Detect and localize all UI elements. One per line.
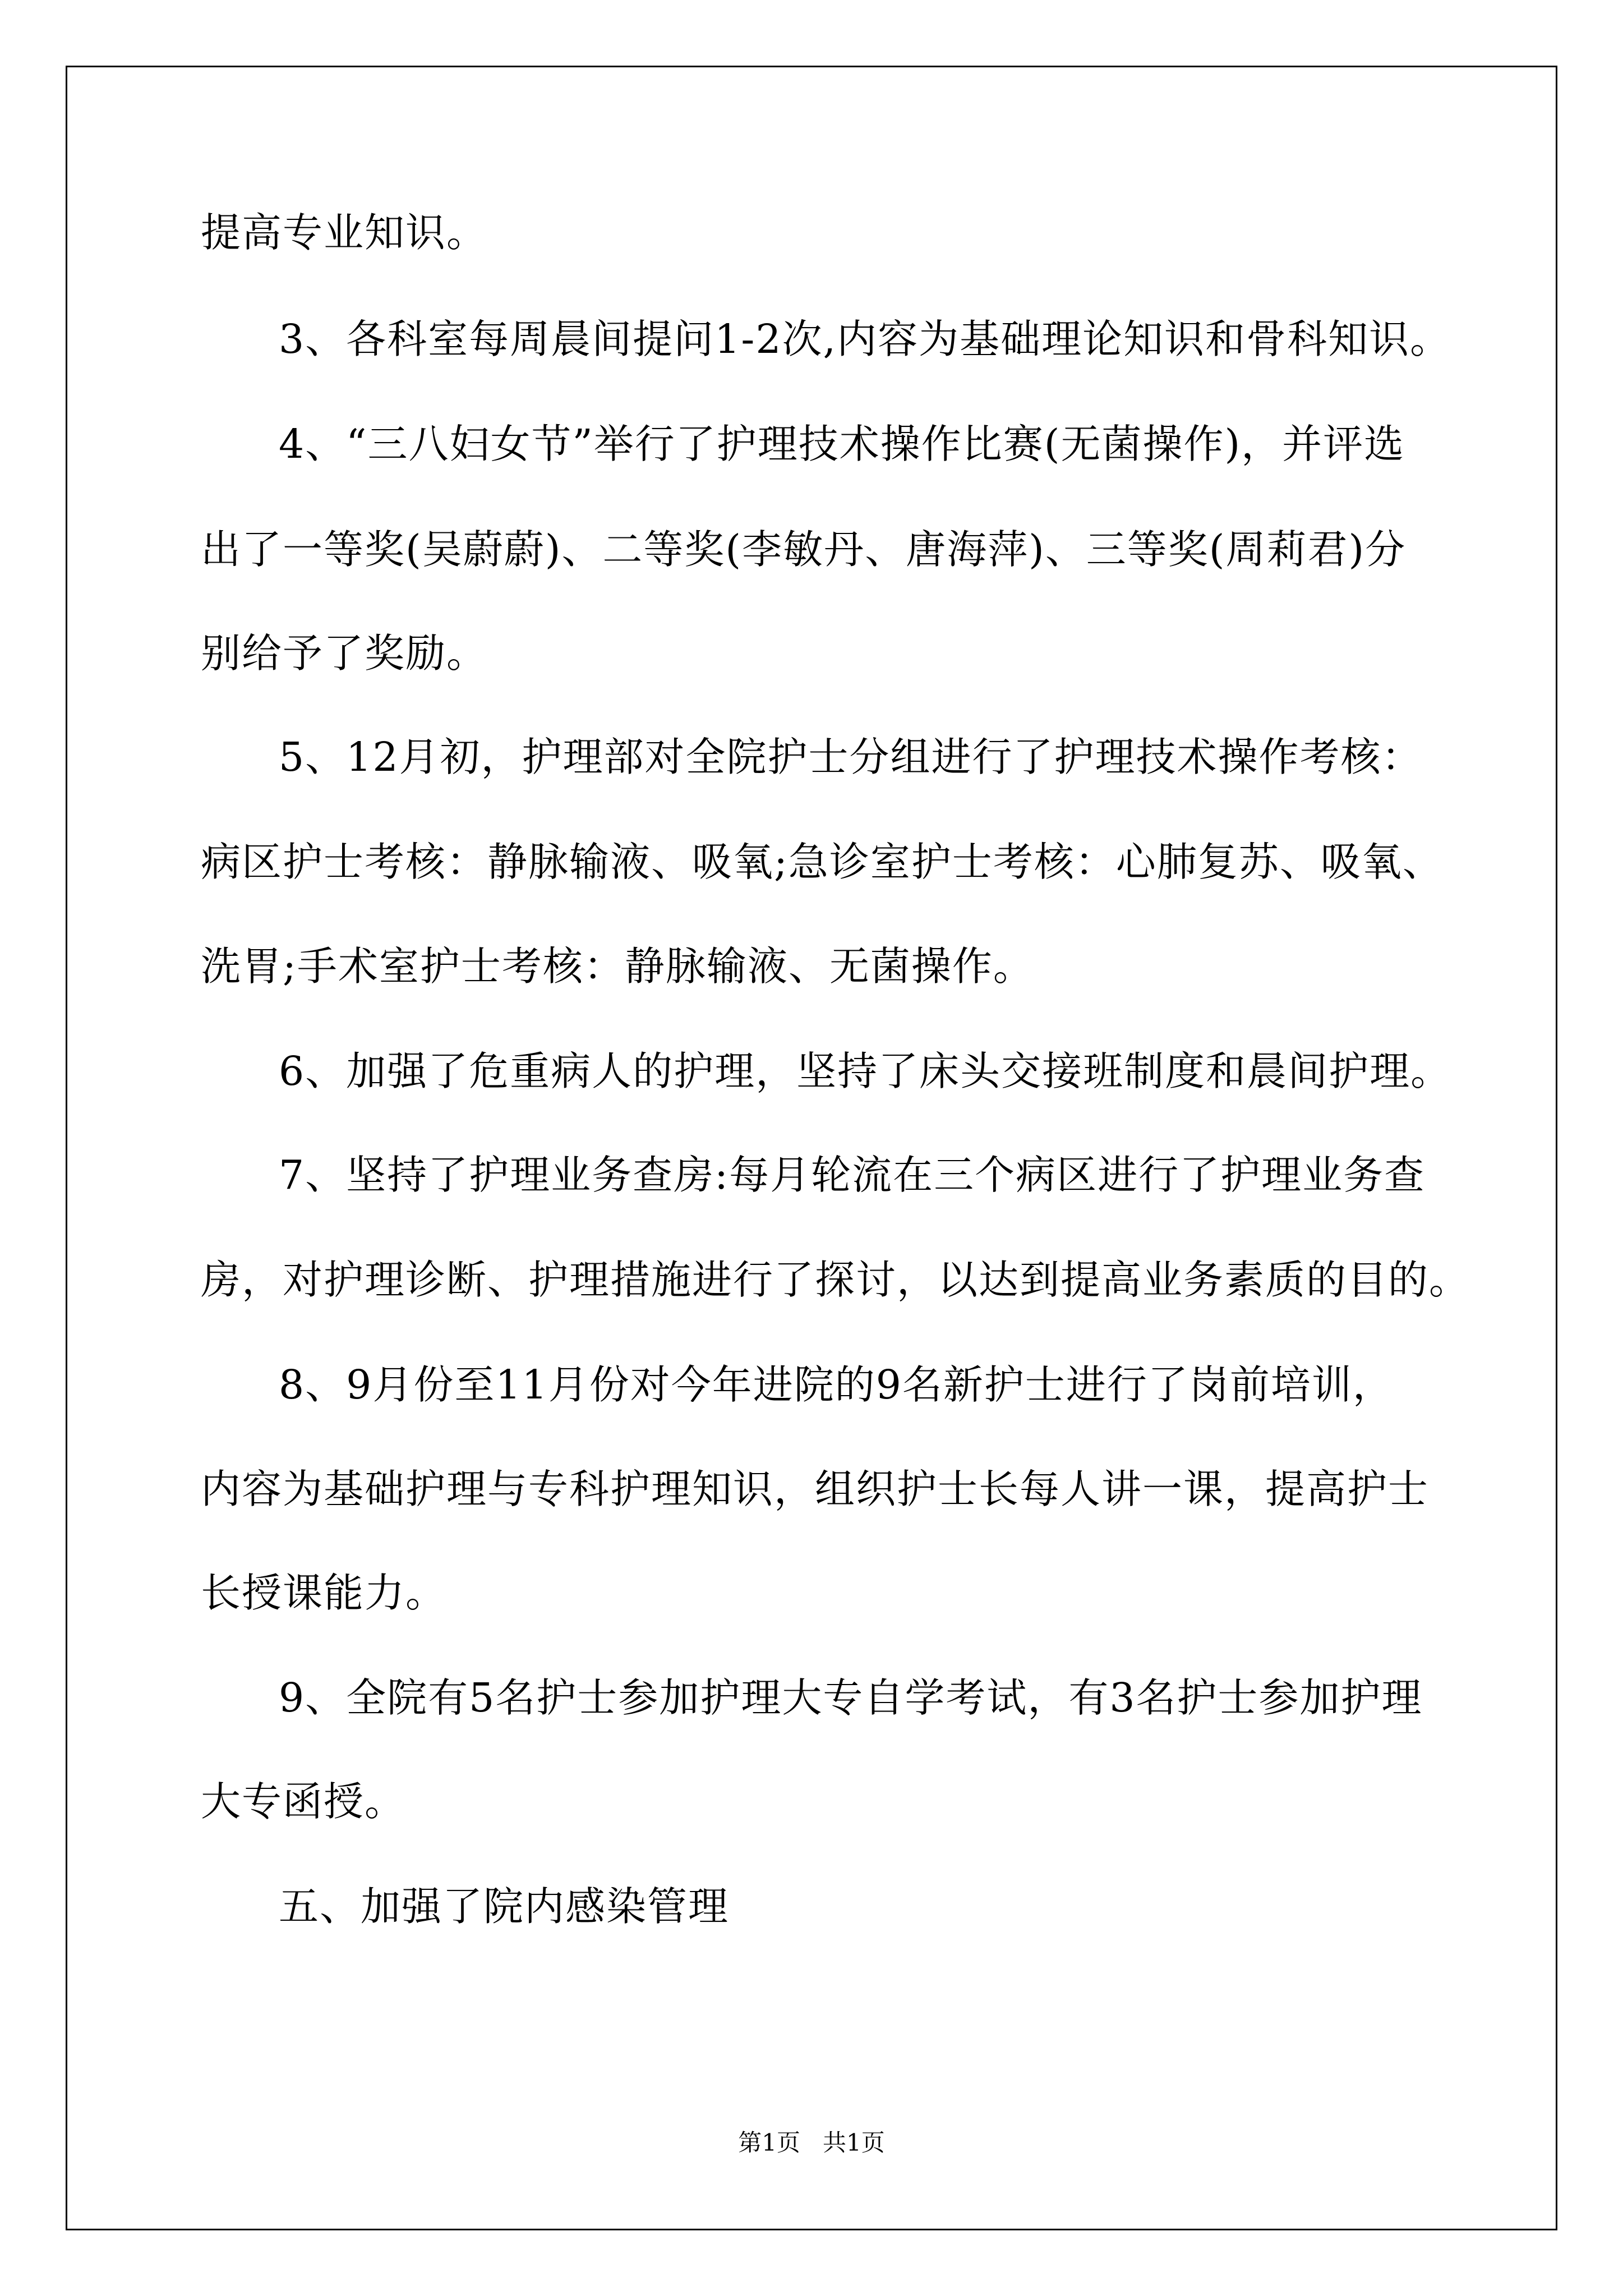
- paragraph-line: 提高专业知识。: [201, 209, 488, 256]
- paragraph-line: 出了一等奖(吴蔚蔚)、二等奖(李敏丹、唐海萍)、三等奖(周莉君)分: [201, 526, 1407, 573]
- paragraph-line: 4、“三八妇女节”举行了护理技术操作比赛(无菌操作)，并评选: [279, 421, 1405, 467]
- paragraph-line: 别给予了奖励。: [201, 630, 488, 677]
- paragraph-line: 6、加强了危重病人的护理，坚持了床头交接班制度和晨间护理。: [279, 1048, 1452, 1094]
- paragraph-line: 3、各科室每周晨间提问1-2次,内容为基础理论知识和骨科知识。: [279, 316, 1451, 362]
- paragraph-line: 长授课能力。: [201, 1570, 447, 1616]
- paragraph-line: 9、全院有5名护士参加护理大专自学考试，有3名护士参加护理: [279, 1674, 1423, 1721]
- section-heading: 五、加强了院内感染管理: [279, 1883, 730, 1930]
- paragraph-line: 病区护士考核：静脉输液、吸氧;急诊室护士考核：心肺复苏、吸氧、: [201, 839, 1444, 885]
- paragraph-line: 大专函授。: [201, 1778, 406, 1825]
- paragraph-line: 7、坚持了护理业务查房:每月轮流在三个病区进行了护理业务查: [279, 1152, 1426, 1198]
- page-footer: 第1页 共1页: [738, 2129, 885, 2156]
- paragraph-line: 内容为基础护理与专科护理知识，组织护士长每人讲一课，提高护士: [201, 1466, 1430, 1512]
- paragraph-line: 8、9月份至11月份对今年进院的9名新护士进行了岗前培训，: [279, 1361, 1394, 1408]
- paragraph-line: 5、12月初，护理部对全院护士分组进行了护理技术操作考核：: [279, 734, 1423, 780]
- paragraph-line: 房，对护理诊断、护理措施进行了探讨，以达到提高业务素质的目的。: [201, 1257, 1470, 1303]
- paragraph-line: 洗胃;手术室护士考核：静脉输液、无菌操作。: [201, 943, 1034, 990]
